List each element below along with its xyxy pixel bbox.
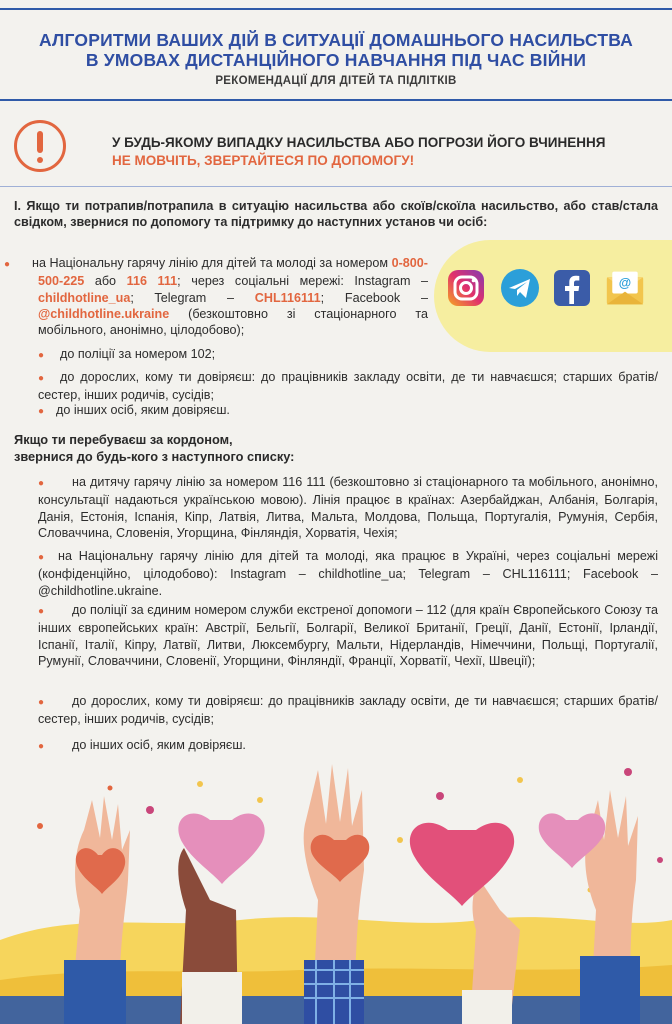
s2-bullet-national: ● на Національну гарячу лінію для дітей та молоді, яка працює в Україні, через соціальні мережі (конфіденційно, цілодобово): Instagram – childhotline_ua; Telegram – CHL116111; Facebook – @childhotline.ukraine.: [38, 549, 658, 598]
hands-with-hearts-illustration: [0, 760, 672, 1024]
svg-text:@: @: [618, 275, 632, 291]
section2-heading-line2: звернися до будь-кого з наступного списку:: [14, 448, 295, 464]
title-line1: АЛГОРИТМИ ВАШИХ ДІЙ В СИТУАЦІЇ ДОМАШНЬОГО НАСИЛЬСТВА: [38, 30, 634, 50]
section2-heading-line1: Якщо ти перебуваєш за кордоном,: [14, 432, 233, 447]
telegram-icon: [500, 268, 540, 308]
s1-bullet-others: ● до інших осіб, яким довіряєш.: [38, 403, 230, 417]
email-icon: [605, 268, 645, 308]
alert-line1: У БУДЬ-ЯКОМУ ВИПАДКУ НАСИЛЬСТВА АБО ПОГРОЗИ ЙОГО ВЧИНЕННЯ: [112, 135, 606, 150]
alert-line2: НЕ МОВЧІТЬ, ЗВЕРТАЙТЕСЯ ПО ДОПОМОГУ!: [112, 153, 415, 168]
alert-divider: [0, 186, 672, 187]
facebook-handle: @childhotline.ukraine: [38, 306, 170, 321]
telegram-handle: CHL116111: [254, 290, 321, 305]
s2-bullet-others: ● до інших осіб, яким довіряєш.: [38, 738, 246, 752]
s1-bullet-hotline: ● на Національну гарячу лінію для дітей та молоді за номером 0-800-500-225 або 116 111; через соціальні мережі: Instagram – childhotline_ua; Telegram – CHL116111; Facebook – @childhotline.ukraine (безкоштовно зі стаціонарного та мобільного, анонімно, цілодобово);: [4, 256, 429, 338]
s2-bullet-police: ● до поліції за єдиним номером служби екстреної допомоги – 112 (для країн Європейського Союзу та інших європейських країн: Австрії, Бельгії, Болгарії, Великої Британії, Греції, Данії, Естонії, Ірландії, Іспанії, Італії, Кіпру, Латвії, Литви, Люксембургу, Мальти, Нідерландів, Німеччини, Польщі, Португалії, Румунії, Словаччини, Словенії, Угорщини, Фінляндії, Франції, Хорватії, Чехії, Швеції);: [38, 603, 658, 668]
instagram-icon: [446, 268, 486, 308]
phone-116111: 116 111: [126, 274, 178, 289]
phone-hotline: 0-800-500-225: [38, 256, 428, 289]
alert-message: [112, 134, 605, 170]
facebook-icon: [552, 268, 592, 308]
subtitle: РЕКОМЕНДАЦІЇ ДЛЯ ДІТЕЙ ТА ПІДЛІТКІВ: [215, 75, 457, 87]
top-divider: [0, 8, 672, 10]
s1-bullet-police: ● до поліції за номером 102;: [38, 347, 216, 361]
exclamation-icon: [14, 120, 66, 172]
section2-heading: [14, 432, 294, 465]
s2-bullet-116111: ● на дитячу гарячу лінію за номером 116 111 (безкоштовно зі стаціонарного та мобільного, анонімно, консультації надаються українською мовою). Лінія працює в країнах: Азербайджан, Албанія, Болгарія, Данія, Естонія, Іспанія, Кіпр, Латвія, Литва, Мальта, Молдова, Польща, Португалія, Румунія, Сербія, Словаччина, Словенія, Угорщина, Фінляндія, Хорватія, Чехія;: [38, 475, 658, 540]
instagram-handle: childhotline_ua: [38, 290, 131, 305]
s2-bullet-adults: ● до дорослих, кому ти довіряєш: до працівників закладу освіти, де ти навчаєшся; старших братів/сестер, інших родичів, сусідів;: [38, 694, 658, 727]
title-line2: В УМОВАХ ДИСТАНЦІЙНОГО НАВЧАННЯ ПІД ЧАС ВІЙНИ: [85, 50, 587, 70]
s1-bullet-adults: ● до дорослих, кому ти довіряєш: до працівників закладу освіти, де ти навчаєшся; старших братів/сестер, інших родичів, сусідів;: [38, 370, 658, 403]
section1-intro: I. Якщо ти потрапив/потрапила в ситуацію насильства або скоїв/скоїла насильство, або став/стала свідком, звернися по допомогу та підтримку до наступних установ чи осіб:: [14, 199, 658, 230]
header-divider: [0, 99, 672, 101]
